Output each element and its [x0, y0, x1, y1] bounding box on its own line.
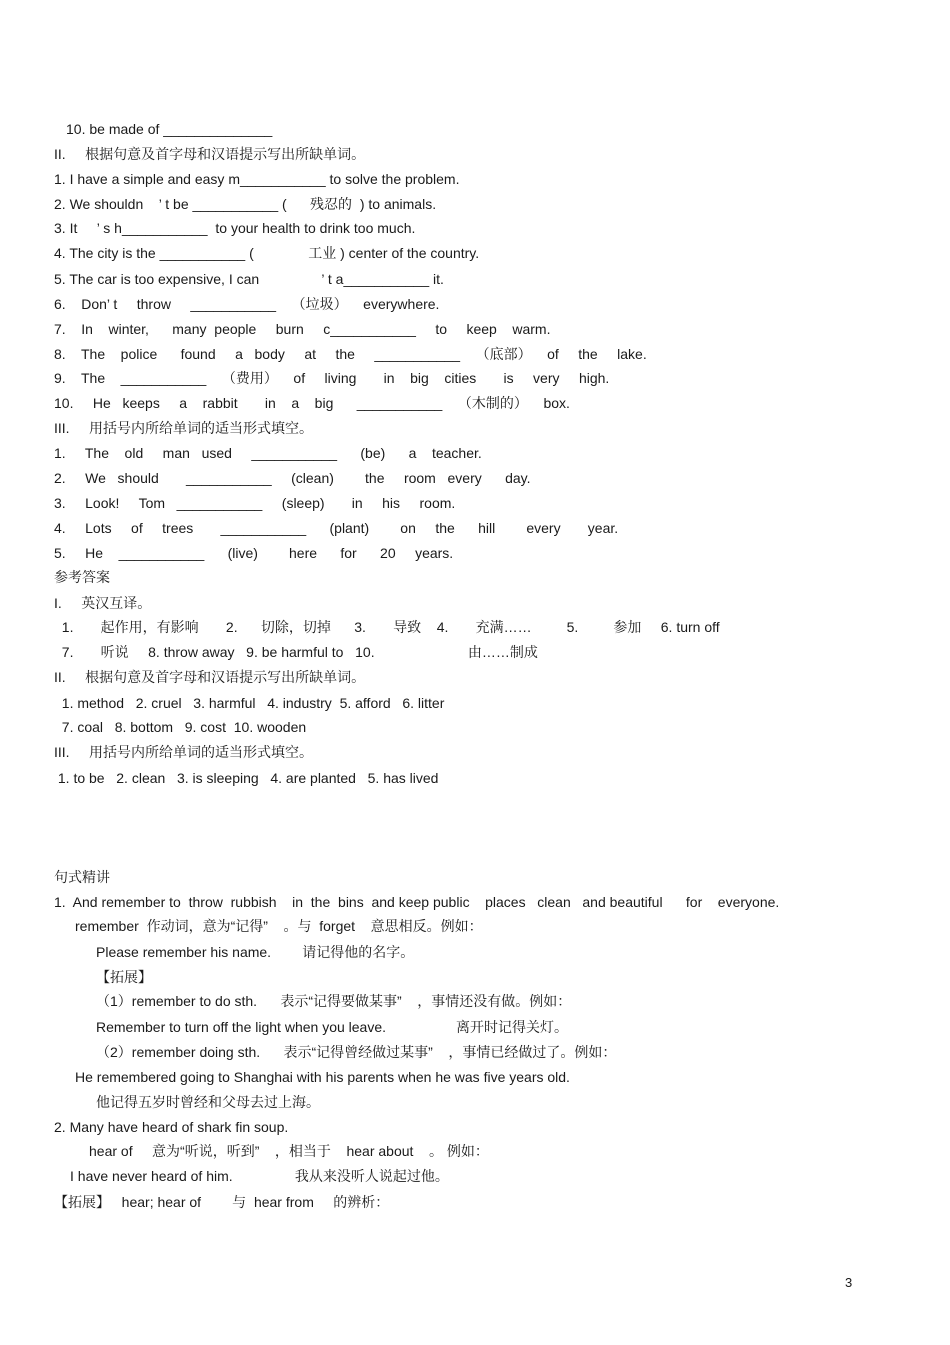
- pattern-2-extension: 【拓展】 hear; hear of 与 hear from 的辨析：: [54, 1194, 390, 1210]
- exercise-ii-6: 6. Don’ t throw ___________ （垃圾） everywhere.: [54, 296, 440, 312]
- answer-ii-row-2: 7. coal 8. bottom 9. cost 10. wooden: [54, 719, 307, 735]
- answer-i-row-1: 1. 起作用，有影响 2. 切除，切掉 3. 导致 4. 充满…… 5. 参加 6. turn off: [54, 619, 720, 635]
- answer-key-heading: 参考答案: [54, 569, 110, 585]
- exercise-ii-8: 8. The police found a body at the ___________ （底部） of the lake.: [54, 346, 647, 362]
- pattern-1-sentence: 1. And remember to throw rubbish in the bins and keep public places clean and beautiful for everyone.: [54, 894, 780, 910]
- pattern-2-sentence: 2. Many have heard of shark fin soup.: [54, 1119, 289, 1135]
- exercise-ii-4: 4. The city is the ___________ ( 工业 ) center of the country.: [54, 245, 480, 261]
- answer-i-row-2: 7. 听说 8. throw away 9. be harmful to 10. 由……制成: [54, 644, 538, 660]
- exercise-iii-2: 2. We should ___________ (clean) the room every day.: [54, 470, 531, 486]
- exercise-iii-3: 3. Look! Tom ___________ (sleep) in his room.: [54, 495, 456, 511]
- answer-ii-row-1: 1. method 2. cruel 3. harmful 4. industry 5. afford 6. litter: [54, 695, 445, 711]
- exercise-ii-9: 9. The ___________ （费用） of living in big cities is very high.: [54, 370, 610, 386]
- pattern-1-example: Please remember his name. 请记得他的名字。: [96, 944, 415, 960]
- pattern-1-extension-1-example: Remember to turn off the light when you leave. 离开时记得关灯。: [96, 1019, 569, 1035]
- section-heading-iii: III. 用括号内所给单词的适当形式填空。: [54, 420, 314, 436]
- vocab-item-10: 10. be made of ______________: [66, 121, 273, 137]
- exercise-ii-1: 1. I have a simple and easy m___________ to solve the problem.: [54, 171, 460, 187]
- exercise-ii-5: 5. The car is too expensive, I can ’ t a___________ it.: [54, 271, 444, 287]
- answer-section-ii: II. 根据句意及首字母和汉语提示写出所缺单词。: [54, 669, 366, 685]
- pattern-1-extension-2-translation: 他记得五岁时曾经和父母去过上海。: [96, 1094, 320, 1110]
- pattern-1-extension-2-example: He remembered going to Shanghai with his parents when he was five years old.: [75, 1069, 570, 1085]
- page-number: 3: [845, 1275, 853, 1290]
- answer-iii-row: 1. to be 2. clean 3. is sleeping 4. are planted 5. has lived: [54, 770, 439, 786]
- exercise-iii-1: 1. The old man used ___________ (be) a teacher.: [54, 445, 482, 461]
- exercise-iii-4: 4. Lots of trees ___________ (plant) on the hill every year.: [54, 520, 619, 536]
- exercise-ii-3: 3. It ’ s h___________ to your health to drink too much.: [54, 220, 416, 236]
- pattern-2-explanation: hear of 意为“听说，听到” ，相当于 hear about 。 例如：: [89, 1143, 489, 1159]
- pattern-2-example: I have never heard of him. 我从来没听人说起过他。: [70, 1168, 449, 1184]
- exercise-iii-5: 5. He ___________ (live) here for 20 years.: [54, 545, 454, 561]
- pattern-1-extension-2: （2）remember doing sth. 表示“记得曾经做过某事” ，事情已经做过了。例如：: [96, 1044, 617, 1060]
- pattern-1-extension-1: （1）remember to do sth. 表示“记得要做某事” ，事情还没有做。例如：: [96, 993, 572, 1009]
- sentence-patterns-heading: 句式精讲: [54, 869, 110, 885]
- exercise-ii-7: 7. In winter, many people burn c___________ to keep warm.: [54, 321, 551, 337]
- pattern-1-explanation: remember 作动词，意为“记得” 。与 forget 意思相反。例如：: [75, 918, 483, 934]
- answer-section-i: I. 英汉互译。: [54, 595, 152, 611]
- answer-section-iii: III. 用括号内所给单词的适当形式填空。: [54, 744, 314, 760]
- section-heading-ii: II. 根据句意及首字母和汉语提示写出所缺单词。: [54, 146, 366, 162]
- pattern-1-extension-heading: 【拓展】: [96, 969, 152, 985]
- exercise-ii-10: 10. He keeps a rabbit in a big ___________ （木制的） box.: [54, 395, 570, 411]
- exercise-ii-2: 2. We shouldn ’ t be ___________ ( 残忍的 ) to animals.: [54, 196, 437, 212]
